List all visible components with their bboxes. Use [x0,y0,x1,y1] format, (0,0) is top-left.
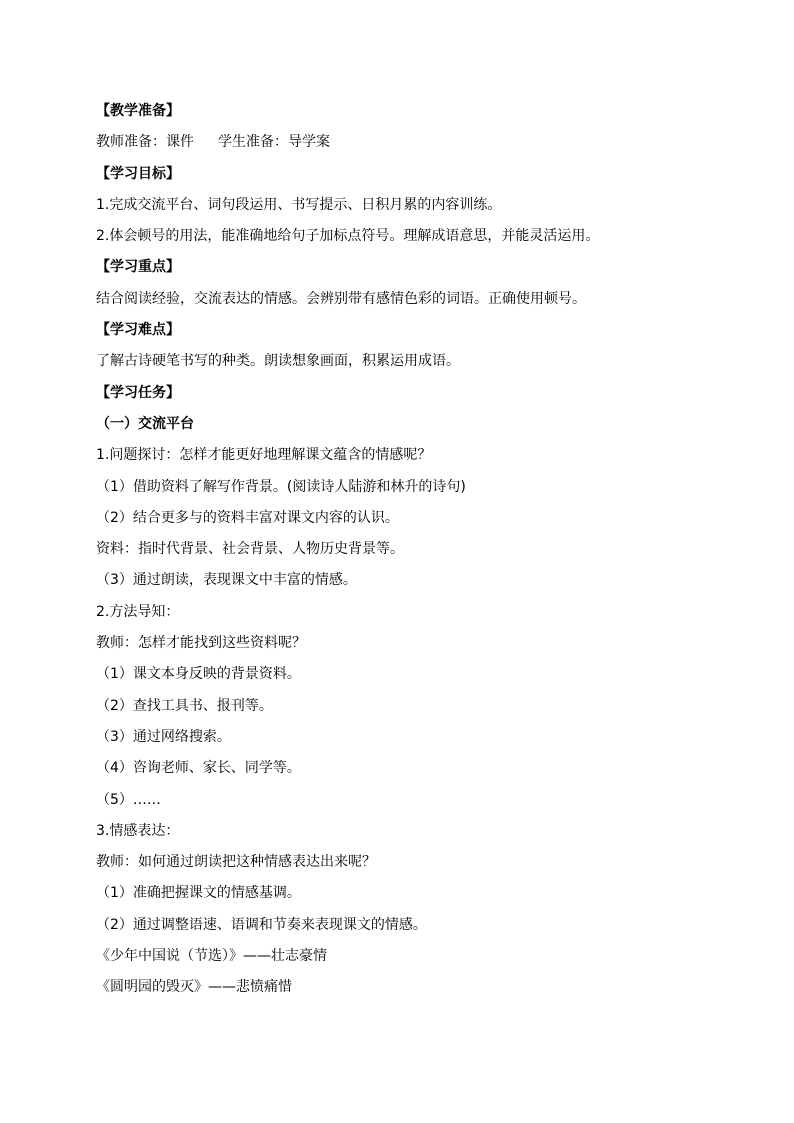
task-line: （1）课文本身反映的背景资料。 [96,666,301,683]
task-line: 《少年中国说（节选）》——壮志豪情 [96,948,327,965]
difficulties-text: 了解古诗硬笔书写的种类。朗读想象画面，积累运用成语。 [96,353,460,370]
difficulties-heading: 【学习难点】 [96,322,180,339]
task-line: 资料：指时代背景、社会背景、人物历史背景等。 [96,541,404,558]
task-line: （2）通过调整语速、语调和节奏来表现课文的情感。 [96,916,427,933]
task-line: 教师：怎样才能找到这些资料呢？ [96,635,306,652]
student-prep: 学生准备：导学案 [218,134,330,151]
task-line: 3.情感表达： [96,822,180,839]
key-points-text: 结合阅读经验，交流表达的情感。会辨别带有感情色彩的词语。正确使用顿号。 [96,290,586,307]
goal-item: 2.体会顿号的用法，能准确地给句子加标点符号。理解成语意思，并能灵活运用。 [96,228,600,245]
prep-line [96,127,716,158]
task-line: （5）…… [96,791,161,808]
task-line: （1）准确把握课文的情感基调。 [96,885,301,902]
task-line: （1）借助资料了解写作背景。(阅读诗人陆游和林升的诗句) [96,478,466,495]
task-line: （2）结合更多与的资料丰富对课文内容的认识。 [96,509,399,526]
goals-heading: 【学习目标】 [96,165,180,182]
task-line: 1.问题探讨：怎样才能更好地理解课文蕴含的情感呢？ [96,447,432,464]
exchange-platform-heading: （一）交流平台 [96,415,194,432]
task-line: （4）咨询老师、家长、同学等。 [96,760,301,777]
tasks-heading: 【学习任务】 [96,384,180,401]
task-line: 2.方法导知： [96,603,180,620]
task-line: （3）通过网络搜索。 [96,728,231,745]
document-body [96,96,716,1004]
prep-heading: 【教学准备】 [96,103,180,119]
task-line: 《圆明园的毁灭》——悲愤痛惜 [96,979,292,996]
goal-item: 1.完成交流平台、词句段运用、书写提示、日积月累的内容训练。 [96,196,502,213]
task-line: 教师：如何通过朗读把这种情感表达出来呢？ [96,854,376,871]
task-line: （2）查找工具书、报刊等。 [96,697,273,714]
task-line: （3）通过朗读，表现课文中丰富的情感。 [96,572,357,589]
teacher-prep: 教师准备：课件 [96,134,194,151]
key-points-heading: 【学习重点】 [96,259,180,276]
